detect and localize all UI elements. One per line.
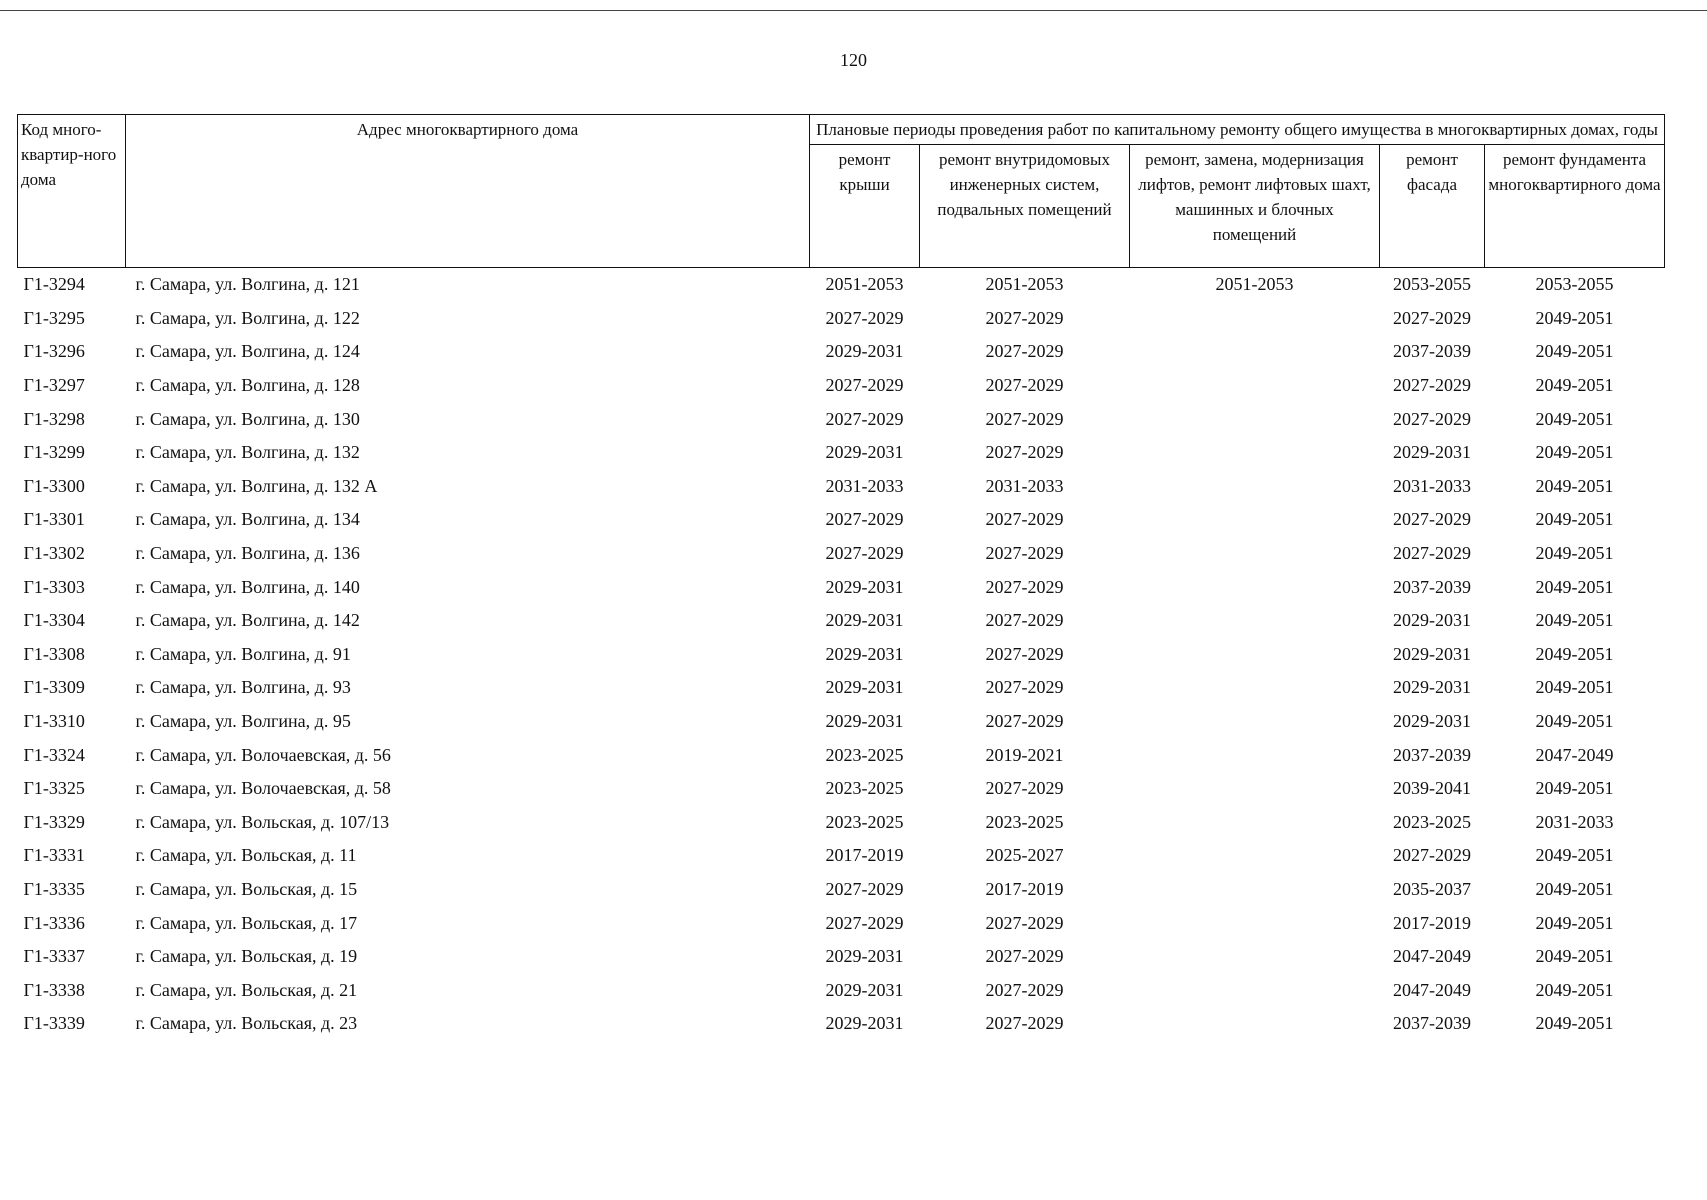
cell-code: Г1-3302 <box>23 543 85 564</box>
cell-address: г. Самара, ул. Волгина, д. 128 <box>135 375 360 396</box>
top-rule <box>0 10 1707 11</box>
cell-facade: 2029-2031 <box>1393 610 1471 631</box>
table-row <box>18 1007 1665 1041</box>
cell-code: Г1-3300 <box>23 475 85 496</box>
cell-address: г. Самара, ул. Волгина, д. 124 <box>135 341 360 362</box>
cell-systems: 2027-2029 <box>985 778 1064 799</box>
cell-systems: 2027-2029 <box>985 643 1064 664</box>
table-row <box>18 671 1665 705</box>
cell-lifts <box>1130 839 1380 873</box>
cell-systems: 2027-2029 <box>985 912 1064 933</box>
cell-code: Г1-3299 <box>23 442 85 463</box>
cell-systems: 2027-2029 <box>985 341 1064 362</box>
cell-systems: 2025-2027 <box>985 845 1064 866</box>
header-row-top <box>18 115 1665 145</box>
header-foundation: ремонт фундамента многоквартирного дома <box>1485 145 1665 268</box>
cell-roof: 2023-2025 <box>825 811 904 832</box>
table-row <box>18 839 1665 873</box>
cell-systems: 2027-2029 <box>985 307 1064 328</box>
cell-lifts <box>1130 335 1380 369</box>
cell-roof: 2029-2031 <box>825 946 904 967</box>
table-row <box>18 906 1665 940</box>
header-periods-group: Плановые периоды проведения работ по капитальному ремонту общего имущества в многоквартирных домах, годы <box>810 115 1665 145</box>
cell-foundation: 2049-2051 <box>1535 979 1614 1000</box>
cell-facade: 2031-2033 <box>1393 475 1471 496</box>
cell-facade: 2047-2049 <box>1393 979 1471 1000</box>
table-row <box>18 503 1665 537</box>
table-row <box>18 570 1665 604</box>
cell-roof: 2027-2029 <box>825 543 904 564</box>
cell-code: Г1-3295 <box>23 307 85 328</box>
cell-lifts <box>1130 638 1380 672</box>
cell-roof: 2023-2025 <box>825 778 904 799</box>
cell-address: г. Самара, ул. Волгина, д. 93 <box>135 677 351 698</box>
cell-code: Г1-3303 <box>23 576 85 597</box>
header-address: Адрес многоквартирного дома <box>126 115 810 268</box>
cell-lifts <box>1130 436 1380 470</box>
cell-address: г. Самара, ул. Вольская, д. 21 <box>135 979 358 1000</box>
cell-code: Г1-3329 <box>23 811 85 832</box>
table-row <box>18 873 1665 907</box>
cell-systems: 2027-2029 <box>985 1013 1064 1034</box>
cell-systems: 2027-2029 <box>985 677 1064 698</box>
cell-code: Г1-3296 <box>23 341 85 362</box>
cell-lifts <box>1130 772 1380 806</box>
cell-facade: 2037-2039 <box>1393 1013 1471 1034</box>
table-row <box>18 537 1665 571</box>
cell-roof: 2017-2019 <box>825 845 904 866</box>
cell-roof: 2051-2053 <box>825 274 904 295</box>
cell-systems: 2019-2021 <box>985 744 1064 765</box>
cell-roof: 2029-2031 <box>825 1013 904 1034</box>
cell-roof: 2029-2031 <box>825 677 904 698</box>
cell-roof: 2027-2029 <box>825 307 904 328</box>
cell-code: Г1-3325 <box>23 778 85 799</box>
cell-lifts <box>1130 302 1380 336</box>
cell-code: Г1-3304 <box>23 610 85 631</box>
cell-address: г. Самара, ул. Волгина, д. 91 <box>135 643 351 664</box>
cell-foundation: 2049-2051 <box>1535 1013 1614 1034</box>
cell-facade: 2027-2029 <box>1393 375 1471 396</box>
table-row <box>18 738 1665 772</box>
cell-systems: 2027-2029 <box>985 442 1064 463</box>
cell-facade: 2027-2029 <box>1393 509 1471 530</box>
cell-foundation: 2049-2051 <box>1535 576 1614 597</box>
cell-facade: 2027-2029 <box>1393 307 1471 328</box>
cell-lifts <box>1130 604 1380 638</box>
cell-roof: 2029-2031 <box>825 442 904 463</box>
cell-lifts <box>1130 940 1380 974</box>
cell-facade: 2017-2019 <box>1393 912 1471 933</box>
cell-address: г. Самара, ул. Волгина, д. 132 А <box>135 475 378 496</box>
cell-facade: 2029-2031 <box>1393 442 1471 463</box>
cell-roof: 2027-2029 <box>825 408 904 429</box>
table-row <box>18 705 1665 739</box>
cell-systems: 2051-2053 <box>985 274 1064 295</box>
cell-lifts <box>1130 537 1380 571</box>
cell-systems: 2027-2029 <box>985 543 1064 564</box>
cell-systems: 2027-2029 <box>985 979 1064 1000</box>
table-row <box>18 940 1665 974</box>
cell-code: Г1-3294 <box>23 274 85 295</box>
cell-roof: 2029-2031 <box>825 341 904 362</box>
cell-facade: 2027-2029 <box>1393 543 1471 564</box>
table-row <box>18 302 1665 336</box>
cell-address: г. Самара, ул. Волочаевская, д. 58 <box>135 778 391 799</box>
cell-facade: 2039-2041 <box>1393 778 1471 799</box>
cell-foundation: 2049-2051 <box>1535 509 1614 530</box>
cell-address: г. Самара, ул. Вольская, д. 11 <box>135 845 357 866</box>
header-code: Код много-квартир-ного дома <box>18 115 126 268</box>
cell-lifts <box>1130 369 1380 403</box>
cell-lifts <box>1130 973 1380 1007</box>
table-row <box>18 638 1665 672</box>
cell-facade: 2037-2039 <box>1393 744 1471 765</box>
cell-systems: 2027-2029 <box>985 610 1064 631</box>
header-systems: ремонт внутридомовых инженерных систем, подвальных помещений <box>920 145 1130 268</box>
cell-roof: 2027-2029 <box>825 878 904 899</box>
cell-systems: 2027-2029 <box>985 711 1064 732</box>
cell-address: г. Самара, ул. Вольская, д. 23 <box>135 1013 358 1034</box>
cell-address: г. Самара, ул. Волгина, д. 142 <box>135 610 360 631</box>
cell-foundation: 2049-2051 <box>1535 946 1614 967</box>
cell-roof: 2029-2031 <box>825 643 904 664</box>
table-row <box>18 335 1665 369</box>
table-row <box>18 806 1665 840</box>
cell-systems: 2023-2025 <box>985 811 1064 832</box>
cell-foundation: 2049-2051 <box>1535 677 1614 698</box>
cell-facade: 2027-2029 <box>1393 845 1471 866</box>
table-row <box>18 436 1665 470</box>
cell-foundation: 2049-2051 <box>1535 375 1614 396</box>
cell-lifts <box>1130 873 1380 907</box>
cell-roof: 2031-2033 <box>825 475 904 496</box>
cell-address: г. Самара, ул. Волочаевская, д. 56 <box>135 744 391 765</box>
cell-foundation: 2049-2051 <box>1535 543 1614 564</box>
cell-code: Г1-3308 <box>23 643 85 664</box>
cell-code: Г1-3339 <box>23 1013 85 1034</box>
cell-address: г. Самара, ул. Волгина, д. 132 <box>135 442 360 463</box>
table-row <box>18 402 1665 436</box>
table-row <box>18 268 1665 302</box>
cell-code: Г1-3298 <box>23 408 85 429</box>
cell-address: г. Самара, ул. Волгина, д. 140 <box>135 576 360 597</box>
cell-facade: 2023-2025 <box>1393 811 1471 832</box>
page-number: 120 <box>840 50 867 70</box>
table-row <box>18 973 1665 1007</box>
cell-lifts <box>1130 570 1380 604</box>
table-row <box>18 369 1665 403</box>
cell-foundation: 2049-2051 <box>1535 341 1614 362</box>
cell-code: Г1-3337 <box>23 946 85 967</box>
cell-lifts: 2051-2053 <box>1215 274 1294 295</box>
header-lifts: ремонт, замена, модернизация лифтов, ремонт лифтовых шахт, машинных и блочных помещений <box>1130 145 1380 268</box>
cell-code: Г1-3297 <box>23 375 85 396</box>
cell-lifts <box>1130 738 1380 772</box>
cell-foundation: 2049-2051 <box>1535 408 1614 429</box>
cell-roof: 2029-2031 <box>825 979 904 1000</box>
cell-code: Г1-3324 <box>23 744 85 765</box>
cell-code: Г1-3335 <box>23 878 85 899</box>
cell-facade: 2047-2049 <box>1393 946 1471 967</box>
cell-foundation: 2049-2051 <box>1535 711 1614 732</box>
cell-code: Г1-3331 <box>23 845 85 866</box>
table-body <box>18 268 1665 1041</box>
table-row <box>18 772 1665 806</box>
cell-foundation: 2049-2051 <box>1535 475 1614 496</box>
cell-roof: 2029-2031 <box>825 711 904 732</box>
cell-foundation: 2049-2051 <box>1535 610 1614 631</box>
cell-foundation: 2049-2051 <box>1535 307 1614 328</box>
cell-lifts <box>1130 906 1380 940</box>
cell-address: г. Самара, ул. Волгина, д. 130 <box>135 408 360 429</box>
cell-address: г. Самара, ул. Вольская, д. 17 <box>135 912 358 933</box>
cell-roof: 2029-2031 <box>825 576 904 597</box>
header-facade: ремонт фасада <box>1380 145 1485 268</box>
cell-address: г. Самара, ул. Волгина, д. 134 <box>135 509 360 530</box>
cell-foundation: 2049-2051 <box>1535 878 1614 899</box>
cell-code: Г1-3309 <box>23 677 85 698</box>
cell-systems: 2027-2029 <box>985 375 1064 396</box>
cell-code: Г1-3310 <box>23 711 85 732</box>
cell-foundation: 2049-2051 <box>1535 845 1614 866</box>
cell-code: Г1-3336 <box>23 912 85 933</box>
cell-roof: 2027-2029 <box>825 375 904 396</box>
table-header <box>18 115 1665 268</box>
cell-facade: 2053-2055 <box>1393 274 1471 295</box>
cell-lifts <box>1130 705 1380 739</box>
cell-address: г. Самара, ул. Волгина, д. 122 <box>135 307 360 328</box>
cell-address: г. Самара, ул. Волгина, д. 121 <box>135 274 360 295</box>
cell-roof: 2023-2025 <box>825 744 904 765</box>
cell-lifts <box>1130 402 1380 436</box>
cell-address: г. Самара, ул. Волгина, д. 95 <box>135 711 351 732</box>
cell-systems: 2027-2029 <box>985 408 1064 429</box>
cell-lifts <box>1130 470 1380 504</box>
cell-address: г. Самара, ул. Волгина, д. 136 <box>135 543 360 564</box>
cell-facade: 2029-2031 <box>1393 643 1471 664</box>
cell-lifts <box>1130 503 1380 537</box>
cell-facade: 2037-2039 <box>1393 341 1471 362</box>
cell-facade: 2029-2031 <box>1393 711 1471 732</box>
cell-foundation: 2031-2033 <box>1535 811 1614 832</box>
table-row <box>18 604 1665 638</box>
cell-systems: 2027-2029 <box>985 946 1064 967</box>
cell-foundation: 2053-2055 <box>1535 274 1614 295</box>
cell-facade: 2029-2031 <box>1393 677 1471 698</box>
cell-foundation: 2049-2051 <box>1535 778 1614 799</box>
cell-systems: 2027-2029 <box>985 509 1064 530</box>
cell-foundation: 2049-2051 <box>1535 442 1614 463</box>
repair-schedule-table <box>17 114 1665 1041</box>
cell-address: г. Самара, ул. Вольская, д. 15 <box>135 878 358 899</box>
cell-lifts <box>1130 1007 1380 1041</box>
cell-roof: 2029-2031 <box>825 610 904 631</box>
cell-systems: 2017-2019 <box>985 878 1064 899</box>
cell-systems: 2027-2029 <box>985 576 1064 597</box>
cell-facade: 2037-2039 <box>1393 576 1471 597</box>
cell-lifts <box>1130 806 1380 840</box>
cell-roof: 2027-2029 <box>825 509 904 530</box>
cell-code: Г1-3338 <box>23 979 85 1000</box>
cell-facade: 2035-2037 <box>1393 878 1471 899</box>
cell-foundation: 2047-2049 <box>1535 744 1614 765</box>
cell-code: Г1-3301 <box>23 509 85 530</box>
cell-systems: 2031-2033 <box>985 475 1064 496</box>
header-roof: ремонт крыши <box>810 145 920 268</box>
cell-facade: 2027-2029 <box>1393 408 1471 429</box>
cell-roof: 2027-2029 <box>825 912 904 933</box>
cell-address: г. Самара, ул. Вольская, д. 107/13 <box>135 811 390 832</box>
table-row <box>18 470 1665 504</box>
cell-lifts <box>1130 671 1380 705</box>
cell-foundation: 2049-2051 <box>1535 643 1614 664</box>
cell-foundation: 2049-2051 <box>1535 912 1614 933</box>
cell-address: г. Самара, ул. Вольская, д. 19 <box>135 946 358 967</box>
